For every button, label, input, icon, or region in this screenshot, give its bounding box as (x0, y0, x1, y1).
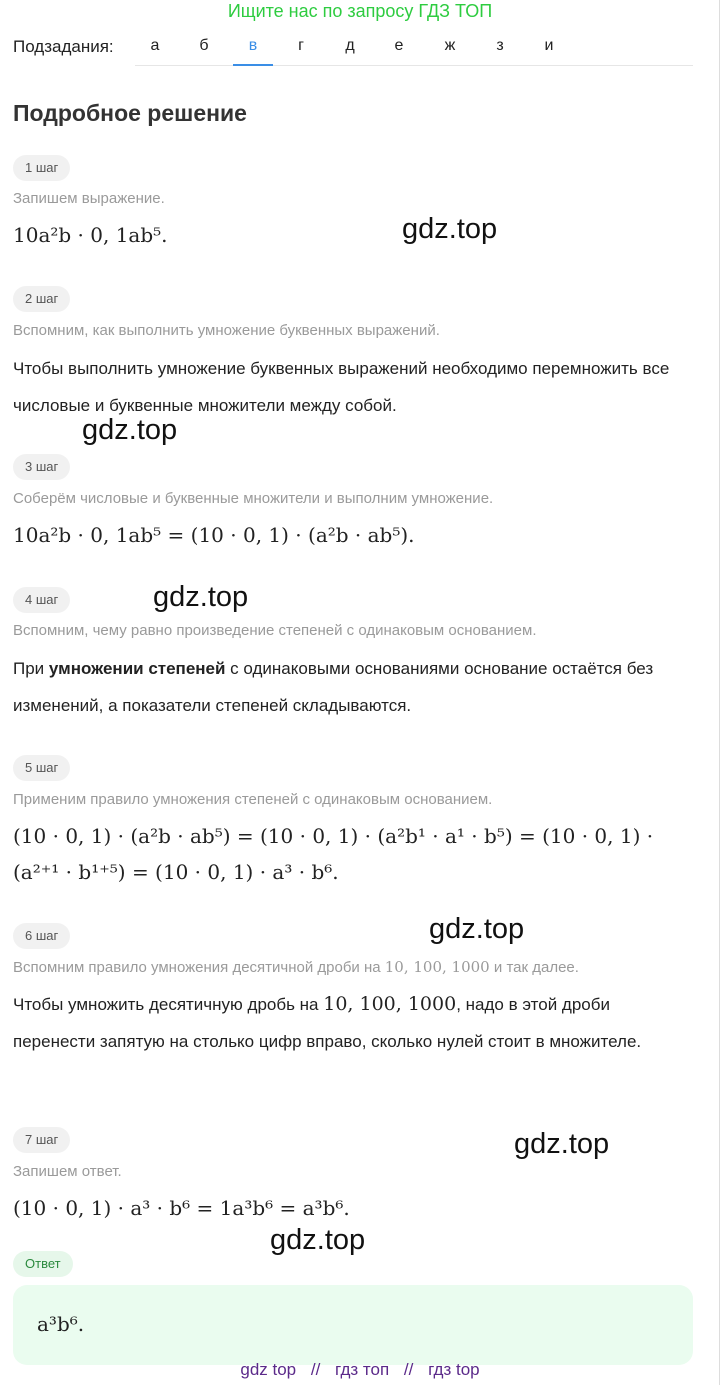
answer-badge: Ответ (13, 1251, 73, 1277)
tab-i[interactable]: и (544, 37, 554, 54)
step-4-badge: 4 шаг (13, 587, 70, 613)
step-5-math-line-1: (10 · 0, 1) · (a²b · ab⁵) = (10 · 0, 1) · (a²b¹ · a¹ · b⁵) = (10 · 0, 1) · (13, 824, 654, 848)
footer-link-gdz-top-ru[interactable]: гдз топ (335, 1360, 390, 1379)
subtask-label: Подзадания: (13, 37, 114, 56)
footer-separator: // (310, 1360, 321, 1379)
subtask-nav (13, 34, 693, 66)
step-6-text-pre: Чтобы умножить десятичную дробь на (13, 995, 324, 1014)
step-4-desc: Вспомним, чему равно произведение степеней с одинаковым основанием. (13, 622, 537, 639)
watermark: gdz.top (514, 1128, 610, 1160)
step-1-badge: 1 шаг (13, 155, 70, 181)
footer-link-gdz-top[interactable]: gdz top (240, 1360, 297, 1379)
tab-v[interactable]: в (233, 34, 273, 66)
answer-box (13, 1285, 693, 1365)
step-6-text (13, 986, 673, 1060)
footer-separator: // (403, 1360, 414, 1379)
watermark: gdz.top (82, 414, 178, 446)
answer-math: a³b⁶. (37, 1312, 85, 1336)
footer-links (0, 1360, 720, 1380)
step-6-desc-math: 10, 100, 1000 (384, 958, 490, 976)
step-6-text-post: , надо в этой дроби перенести запятую на столько цифр вправо, сколько нулей стоит в множителе. (13, 995, 642, 1051)
step-1-desc: Запишем выражение. (13, 190, 165, 207)
step-6-desc-post: и так далее. (489, 959, 579, 976)
step-6-text-math: 10, 100, 1000 (323, 993, 457, 1015)
step-6-desc (13, 958, 579, 976)
tab-e[interactable]: е (394, 37, 404, 54)
tab-a[interactable]: а (150, 37, 160, 54)
tab-b[interactable]: б (199, 37, 209, 54)
step-4-text (13, 650, 673, 724)
step-5-desc: Применим правило умножения степеней с одинаковым основанием. (13, 791, 493, 808)
tab-d[interactable]: д (345, 37, 355, 54)
step-4-text-bold: умножении степеней (48, 659, 226, 678)
search-banner[interactable]: Ищите нас по запросу ГДЗ ТОП (227, 1, 493, 21)
step-5-badge: 5 шаг (13, 755, 70, 781)
tab-zh[interactable]: ж (444, 37, 456, 54)
step-5-math-line-2: (a²⁺¹ · b¹⁺⁵) = (10 · 0, 1) · a³ · b⁶. (13, 860, 339, 884)
watermark: gdz.top (153, 581, 249, 613)
step-1-math: 10a²b · 0, 1ab⁵. (13, 223, 168, 247)
footer-link-gdz-top-mixed[interactable]: гдз top (428, 1360, 480, 1379)
step-3-math: 10a²b · 0, 1ab⁵ = (10 · 0, 1) · (a²b · ab⁵). (13, 523, 415, 547)
step-2-badge: 2 шаг (13, 286, 70, 312)
step-6-badge: 6 шаг (13, 923, 70, 949)
step-7-badge: 7 шаг (13, 1127, 70, 1153)
watermark: gdz.top (270, 1224, 366, 1256)
step-2-text: Чтобы выполнить умножение буквенных выражений необходимо перемножить все числовые и буквенные множители между собой. (13, 359, 670, 415)
tab-g[interactable]: г (298, 37, 304, 54)
step-4-text-pre: При (13, 659, 49, 678)
step-3-desc: Соберём числовые и буквенные множители и выполним умножение. (13, 490, 494, 507)
watermark: gdz.top (429, 913, 525, 945)
step-6-desc-pre: Вспомним правило умножения десятичной дроби на (13, 959, 385, 976)
step-4-text-post: с одинаковыми основаниями основание остаётся без изменений, а показатели степеней складываются. (13, 659, 654, 715)
tab-z[interactable]: з (496, 37, 504, 54)
step-7-desc: Запишем ответ. (13, 1163, 122, 1180)
step-2-desc: Вспомним, как выполнить умножение буквенных выражений. (13, 322, 440, 339)
step-7-math: (10 · 0, 1) · a³ · b⁶ = 1a³b⁶ = a³b⁶. (13, 1196, 350, 1220)
solution-heading: Подробное решение (13, 100, 247, 126)
step-3-badge: 3 шаг (13, 454, 70, 480)
watermark: gdz.top (402, 213, 498, 245)
